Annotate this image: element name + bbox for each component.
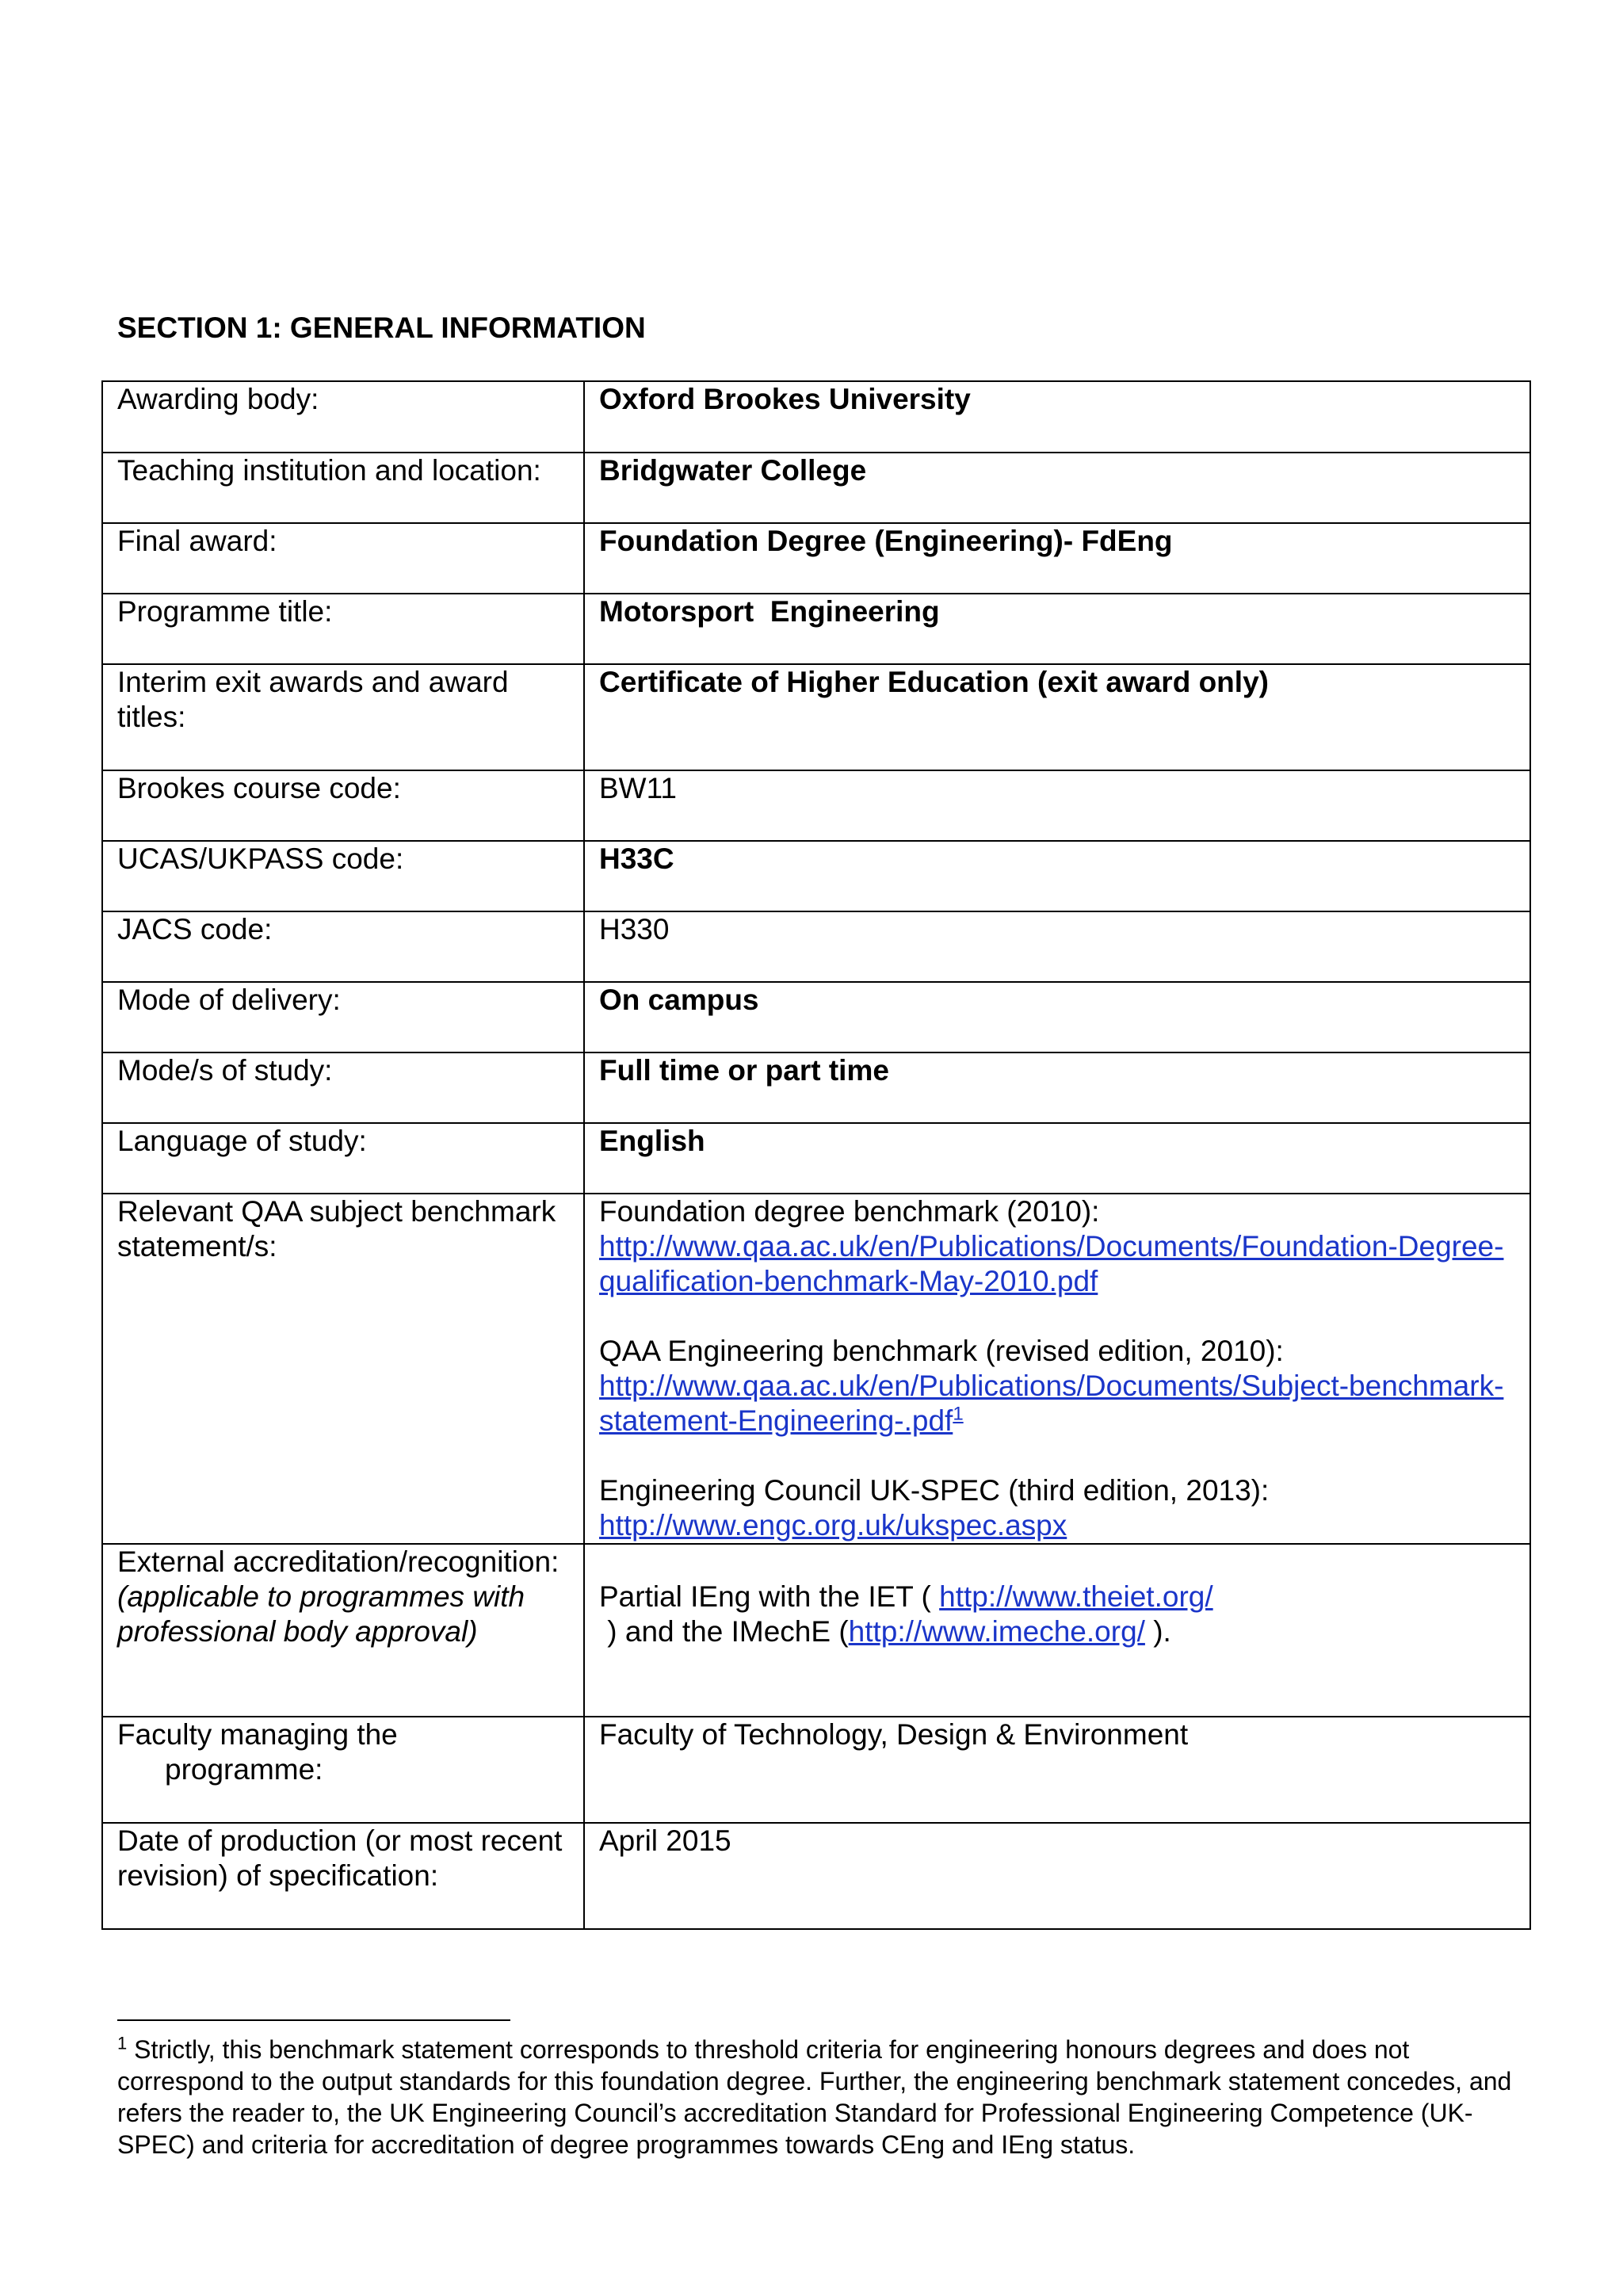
label-cell [102,453,584,523]
row-value: BW11 [599,772,678,804]
engineering-benchmark-link[interactable]: http://www.qaa.ac.uk/en/Publications/Documents/Subject-benchmark-statement-Engineering-.pdf [599,1370,1504,1437]
row-value: On campus [599,984,759,1016]
row-label: Teaching institution and location: [117,454,541,487]
row-value: English [599,1125,705,1157]
row-value: Faculty of Technology, Design & Environment [599,1718,1189,1751]
value-cell [584,1194,1530,1544]
value-cell [584,1544,1530,1717]
row-label: Awarding body: [117,383,319,415]
label-cell [102,1123,584,1194]
row-label: Date of production (or most recent revision) of specification: [117,1824,563,1892]
accreditation-text-after: ). [1144,1615,1171,1648]
label-cell [102,911,584,982]
value-cell [584,453,1530,523]
label-cell [102,381,584,453]
value-cell [584,1823,1530,1929]
row-value: April 2015 [599,1824,731,1857]
row-label: Programme title: [117,595,333,628]
footnote [117,2034,1529,2160]
table-row-interim-exit-awards [102,664,1530,770]
row-label: Final award: [117,525,277,557]
table-row-date-of-production [102,1823,1530,1929]
row-label: Interim exit awards and award titles: [117,666,509,733]
engineering-benchmark-text: QAA Engineering benchmark (revised edition, 2010): [599,1335,1284,1367]
section-heading: SECTION 1: GENERAL INFORMATION [117,311,646,344]
row-value: Motorsport Engineering [599,595,940,628]
general-information-table [101,380,1531,1930]
accreditation-text-before: Partial IEng with the IET ( [599,1580,940,1613]
row-value: Full time or part time [599,1054,889,1087]
label-cell [102,1823,584,1929]
label-cell [102,1544,584,1717]
row-value: Certificate of Higher Education (exit award only) [599,666,1269,698]
row-value: Oxford Brookes University [599,383,971,415]
row-label: UCAS/UKPASS code: [117,842,404,875]
label-cell [102,770,584,841]
foundation-benchmark-link[interactable]: http://www.qaa.ac.uk/en/Publications/Documents/Foundation-Degree-qualification-benchmark-May-2010.pdf [599,1230,1504,1297]
table-row-final-award [102,523,1530,594]
row-label: Language of study: [117,1125,367,1157]
ukspec-text: Engineering Council UK-SPEC (third edition, 2013): [599,1474,1270,1507]
accreditation-text [599,1580,1515,1649]
ukspec-link[interactable]: http://www.engc.org.uk/ukspec.aspx [599,1509,1067,1541]
value-cell [584,841,1530,911]
label-cell [102,841,584,911]
table-row-teaching-institution [102,453,1530,523]
row-label: Mode of delivery: [117,984,341,1016]
table-row-ucas-code [102,841,1530,911]
imeche-link[interactable]: http://www.imeche.org/ [848,1615,1145,1648]
row-value: Foundation Degree (Engineering)- FdEng [599,525,1173,557]
row-label: Faculty managing the [117,1718,398,1751]
label-cell [102,594,584,664]
row-label: Mode/s of study: [117,1054,333,1087]
cell-top-spacer [599,1545,1515,1580]
iet-link[interactable]: http://www.theiet.org/ [939,1580,1213,1613]
accreditation-text-middle: ) and the IMechE ( [599,1615,849,1648]
table-row-mode-of-study [102,1052,1530,1123]
row-value: Bridgwater College [599,454,867,487]
value-cell [584,982,1530,1052]
row-label-note: (applicable to programmes with professional body approval) [117,1580,525,1648]
table-row-language [102,1123,1530,1194]
footnote-mark: 1 [117,2033,128,2053]
value-cell [584,911,1530,982]
table-row-faculty [102,1717,1530,1823]
value-cell [584,1052,1530,1123]
label-cell [102,982,584,1052]
footnote-text: Strictly, this benchmark statement corresponds to threshold criteria for engineering honours degrees and does not correspond to the output standards for this foundation degree. Further, the engineering benchmark statement concedes, and refers the reader to, the UK Engineering Council’s accreditation Standard for Professional Engineering Competence (UK-SPEC) and criteria for accreditation of degree programmes towards CEng and IEng status. [117,2035,1512,2159]
value-cell [584,1123,1530,1194]
label-cell [102,1717,584,1823]
paragraph-gap [599,1438,1515,1473]
row-value: H33C [599,842,674,875]
row-label: JACS code: [117,913,273,946]
paragraph-gap [599,1299,1515,1334]
label-cell [102,1052,584,1123]
table-row-accreditation [102,1544,1530,1717]
value-cell [584,523,1530,594]
label-cell [102,1194,584,1544]
value-cell [584,381,1530,453]
row-label: External accreditation/recognition: [117,1545,559,1578]
row-label-continued: programme: [165,1753,323,1786]
value-cell [584,594,1530,664]
table-row-mode-of-delivery [102,982,1530,1052]
table-row-jacs-code [102,911,1530,982]
footnote-reference[interactable]: 1 [953,1403,964,1425]
row-label: Brookes course code: [117,772,401,804]
value-cell [584,664,1530,770]
table-row-benchmark [102,1194,1530,1544]
value-cell [584,1717,1530,1823]
table-row-programme-title [102,594,1530,664]
foundation-benchmark-text: Foundation degree benchmark (2010): [599,1195,1100,1228]
footnote-separator [117,2019,510,2021]
row-label: Relevant QAA subject benchmark statement/s: [117,1195,556,1263]
table-row-course-code [102,770,1530,841]
label-cell [102,523,584,594]
value-cell [584,770,1530,841]
row-value: H330 [599,913,670,946]
label-cell [102,664,584,770]
table-row-awarding-body [102,381,1530,453]
